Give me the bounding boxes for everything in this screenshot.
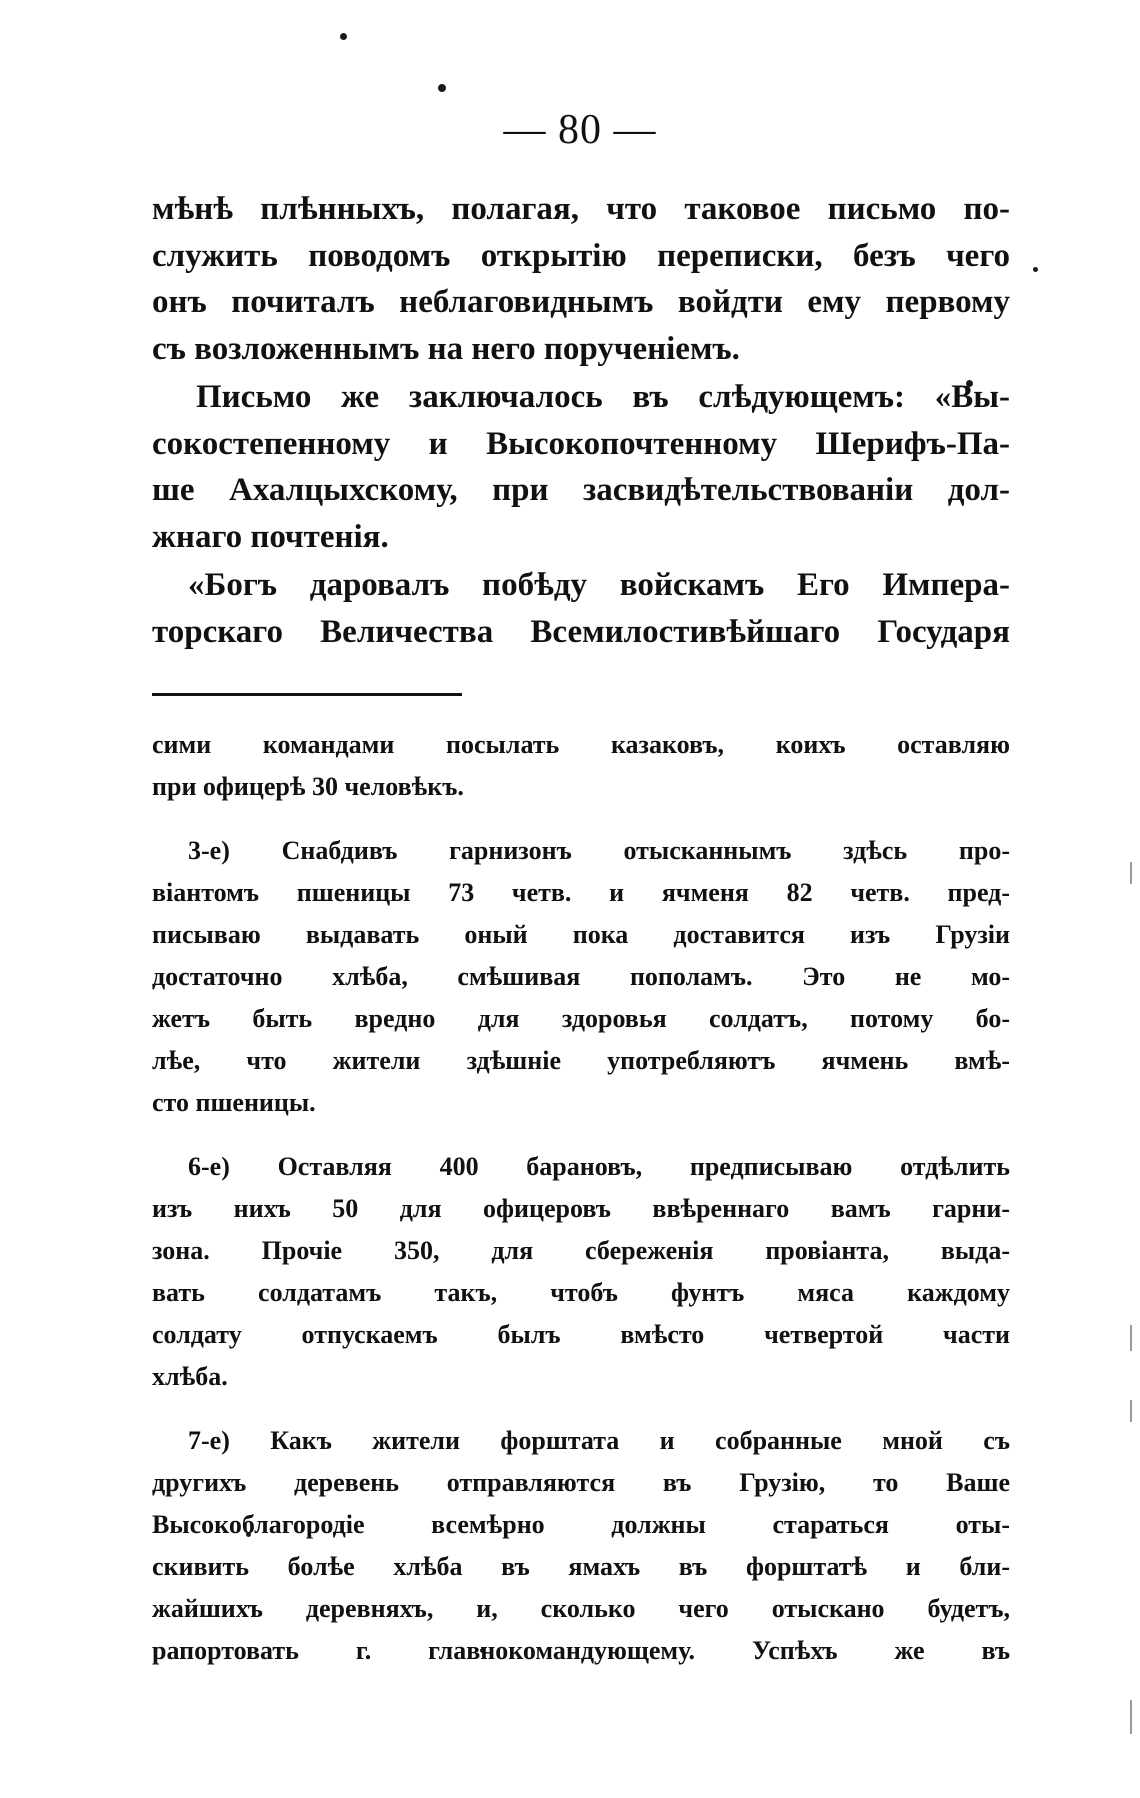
footnote-paragraph — [152, 1146, 1010, 1398]
text-line: солдату отпускаемъ былъ вмѣсто четвертой части — [152, 1320, 1010, 1349]
text-line: служить поводомъ открытію переписки, безъ чего — [152, 237, 1010, 274]
text-line: ше Ахалцыхскому, при засвидѣтельствованіи дол- — [152, 472, 1010, 508]
text-line: 7-е) Какъ жители форштата и собранные мной съ — [188, 1426, 1010, 1455]
text-line: 6-е) Оставляя 400 барановъ, предписываю отдѣлить — [188, 1152, 1010, 1181]
text-line: сто пшеницы. — [152, 1088, 316, 1117]
text-line: онъ почиталъ неблаговиднымъ войдти ему первому — [152, 284, 1010, 320]
text-line: писываю выдавать оный пока доставится изъ Грузіи — [152, 920, 1010, 949]
scan-speck — [438, 84, 446, 92]
paragraph — [152, 186, 1010, 372]
scan-speck — [1033, 267, 1038, 272]
text-line: «Богъ даровалъ побѣду войскамъ Его Импера- — [188, 567, 1010, 603]
text-line: рапортовать г. главнокомандующему. Успѣхъ же въ — [152, 1636, 1010, 1665]
text-line: жетъ быть вредно для здоровья солдатъ, потому бо- — [152, 1004, 1010, 1033]
text-line: другихъ деревень отправляются въ Грузію, то Ваше — [152, 1468, 1010, 1497]
footnote-separator — [152, 693, 462, 696]
scan-edge-line — [1130, 1700, 1132, 1734]
text-line: жнаго почтенія. — [152, 518, 389, 555]
text-line: изъ нихъ 50 для офицеровъ ввѣреннаго вамъ гарни- — [152, 1194, 1010, 1223]
text-line: віантомъ пшеницы 73 четв. и ячменя 82 четв. пред- — [152, 878, 1010, 907]
text-line: скивить болѣе хлѣба въ ямахъ въ форштатѣ и бли- — [152, 1552, 1010, 1581]
text-line: сокостепенному и Высокопочтенному Шерифъ-Па- — [152, 425, 1010, 462]
text-line: жайшихъ деревняхъ, и, сколько чего отыскано будетъ, — [152, 1594, 1010, 1623]
text-line: мѣнѣ плѣнныхъ, полагая, что таковое письмо по- — [152, 191, 1010, 227]
text-line: торскаго Величества Всемилостивѣйшаго Государя — [152, 613, 1010, 650]
text-line: вать солдатамъ такъ, чтобъ фунтъ мяса каждому — [152, 1278, 1010, 1307]
footnote — [152, 724, 1010, 1672]
page-number: — 80 — — [503, 107, 657, 153]
scan-speck — [340, 33, 347, 40]
text-line: 3-е) Снабдивъ гарнизонъ отысканнымъ здѣсь про- — [188, 836, 1010, 865]
paragraph — [152, 372, 1010, 560]
scan-edge-line — [1130, 862, 1132, 884]
footnote-paragraph — [152, 1420, 1010, 1672]
text-line: съ возложеннымъ на него порученіемъ. — [152, 330, 740, 367]
text-line: зона. Прочіе 350, для сбереженія провіанта, выда- — [152, 1236, 1010, 1265]
footnote-paragraph — [152, 830, 1010, 1124]
text-line: Письмо же заключалось въ слѣдующемъ: «Вы- — [196, 379, 1010, 415]
text-line: сими командами посылать казаковъ, коихъ оставляю — [152, 730, 1010, 759]
paragraph — [152, 560, 1010, 655]
main-text — [152, 186, 1010, 655]
scan-edge-line — [1130, 1325, 1132, 1351]
text-line: лѣе, что жители здѣшніе употребляютъ ячмень вмѣ- — [152, 1046, 1010, 1075]
text-line: Высокоблагородіе всемѣрно должны стараться оты- — [152, 1510, 1010, 1539]
text-line: при офицерѣ 30 человѣкъ. — [152, 772, 464, 801]
scan-edge-line — [1130, 1400, 1132, 1422]
footnote-paragraph — [152, 724, 1010, 808]
text-line: достаточно хлѣба, смѣшивая пополамъ. Это не мо- — [152, 962, 1010, 991]
text-line: хлѣба. — [152, 1362, 228, 1391]
